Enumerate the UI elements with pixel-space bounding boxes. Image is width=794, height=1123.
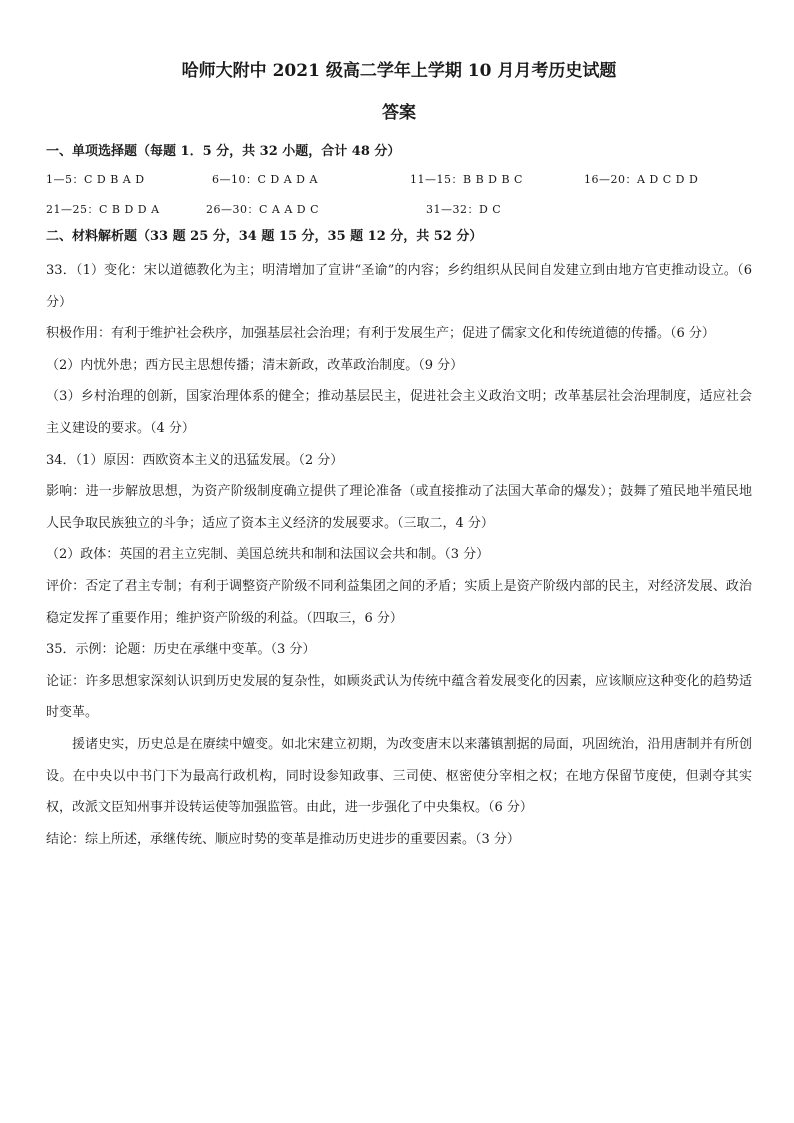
answer-paragraph: 35．示例：论题：历史在承继中变革。（3 分） [46, 642, 316, 658]
answer-group: 6—10：C D A D A [212, 173, 318, 186]
answer-paragraph: （3）乡村治理的创新，国家治理体系的健全；推动基层民主，促进社会主义政治文明；改革基层社会治理制度，适应社会主义建设的要求。（4 分） [46, 389, 752, 436]
answer-group: 1—5：C D B A D [46, 173, 145, 186]
answer-row [46, 172, 752, 187]
answer-row [46, 202, 752, 217]
answer-group: 26—30：C A A D C [206, 203, 320, 216]
page-subtitle: 答案 [382, 103, 416, 123]
answer-paragraph: （2）内忧外患；西方民主思想传播；清末新政，改革政治制度。（9 分） [46, 357, 464, 373]
answer-paragraph: 论证：许多思想家深刻认识到历史发展的复杂性，如顾炎武认为传统中蕴含着发展变化的因素，应该顺应这种变化的趋势适时变革。 [46, 673, 752, 721]
material-analysis-answers [46, 255, 752, 855]
answer-paragraph: 结论：综上所述，承继传统、顺应时势的变革是推动历史进步的重要因素。（3 分） [46, 831, 520, 847]
answer-group: 16—20：A D C D D [584, 173, 699, 186]
answer-group: 21—25：C B D D A [46, 203, 160, 216]
answer-paragraph: 33．（1）变化：宋以道德教化为主；明清增加了宣讲“圣谕”的内容；乡约组织从民间自发建立到由地方官吏推动设立。（6 分） [46, 263, 752, 310]
multiple-choice-answers [46, 172, 752, 217]
answer-paragraph: 援诸史实，历史总是在赓续中嬗变。如北宋建立初期，为改变唐末以来藩镇割据的局面，巩固统治，沿用唐制并有所创设。在中央以中书门下为最高行政机构，同时设参知政事、三司使、枢密使分宰相之权；在地方保留节度使，但剥夺其实权，改派文臣知州事并设转运使等加强监管。由此，进一步强化了中央集权。（6 分） [46, 736, 752, 816]
answer-paragraph: 34．（1）原因：西欧资本主义的迅猛发展。（2 分） [46, 452, 344, 468]
answer-sheet [46, 60, 752, 855]
page-title: 哈师大附中 2021 级高二学年上学期 10 月月考历史试题 [181, 61, 617, 81]
answer-paragraph: 评价：否定了君主专制；有利于调整资产阶级不同利益集团之间的矛盾；实质上是资产阶级内部的民主，对经济发展、政治稳定发挥了重要作用；维护资产阶级的利益。（四取三，6 分） [46, 578, 752, 626]
section-heading-material-analysis: 二、材料解析题（33 题 25 分，34 题 15 分，35 题 12 分，共 52 分） [46, 229, 483, 244]
section-heading-multiple-choice: 一、单项选择题（每题 1．5 分，共 32 小题，合计 48 分） [46, 144, 401, 159]
answer-group: 11—15：B B D B C [410, 173, 523, 186]
answer-paragraph: 影响：进一步解放思想，为资产阶级制度确立提供了理论准备（或直接推动了法国大革命的爆发）；鼓舞了殖民地半殖民地人民争取民族独立的斗争；适应了资本主义经济的发展要求。（三取二，4 分） [46, 484, 752, 531]
answer-paragraph: （2）政体：英国的君主立宪制、美国总统共和制和法国议会共和制。（3 分） [46, 547, 490, 563]
answer-paragraph: 积极作用：有利于维护社会秩序，加强基层社会治理；有利于发展生产；促进了儒家文化和传统道德的传播。（6 分） [46, 326, 715, 342]
answer-group: 31—32：D C [426, 203, 502, 216]
